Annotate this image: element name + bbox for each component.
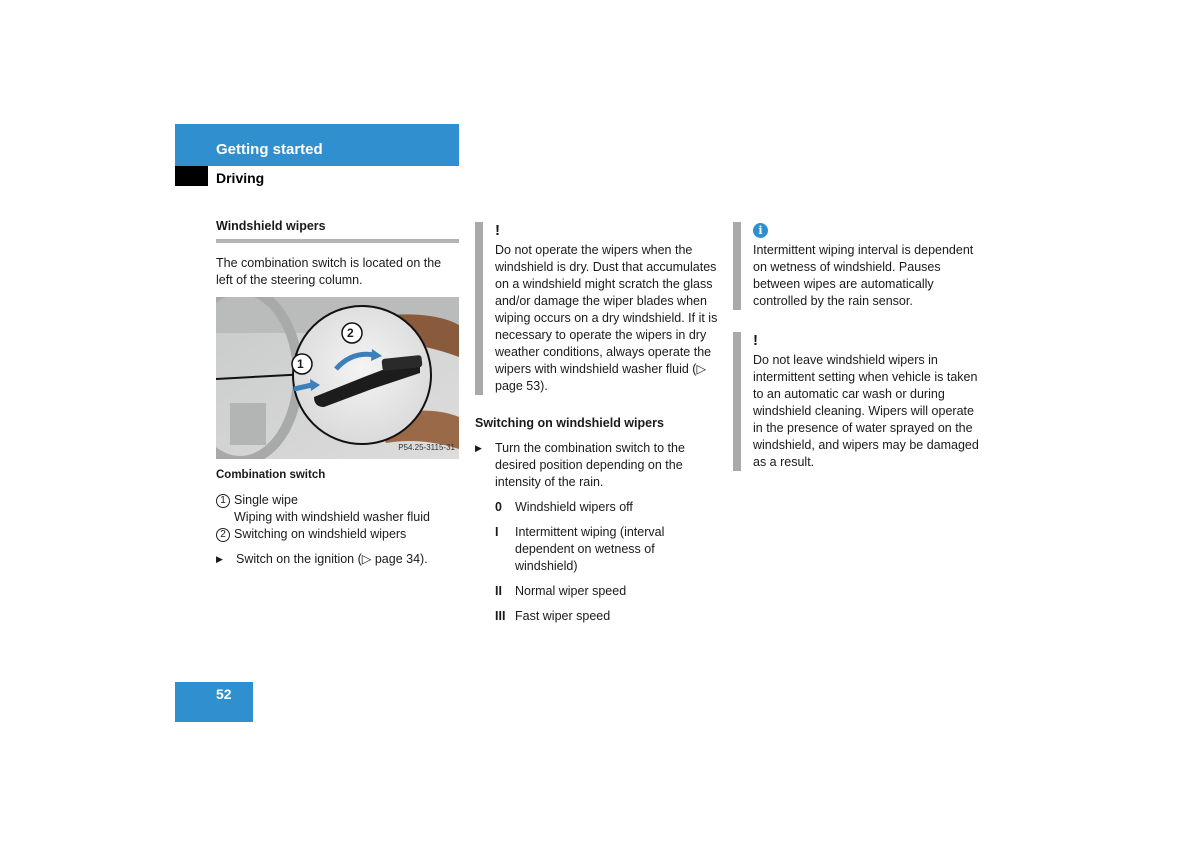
info-icon: i: [753, 223, 768, 238]
bullet-arrow-icon: ▶: [475, 443, 482, 453]
callout-2-label: 2: [347, 326, 354, 340]
list-item: [495, 583, 719, 600]
note-side-bar: [475, 222, 483, 395]
mode-symbol: II: [495, 584, 502, 598]
left-column: [216, 218, 459, 568]
list-item: [216, 526, 459, 543]
figure-caption: Combination switch: [216, 469, 326, 481]
mode-symbol: 0: [495, 500, 502, 514]
mode-text: Intermittent wiping (interval dependent on wetness of windshield): [515, 525, 665, 573]
turn-switch-bullet-text: Turn the combination switch to the desired position depending on the intensity of the rain.: [495, 441, 685, 489]
section-tab-marker: [175, 166, 208, 186]
combination-switch-figure: [216, 297, 459, 459]
warning-icon: !: [753, 332, 758, 349]
warning-icon: !: [495, 222, 500, 239]
mode-symbol: III: [495, 609, 506, 623]
list-item: [495, 499, 719, 516]
item-number-2: 2: [216, 528, 230, 542]
info-text: Intermittent wiping interval is dependent on wetness of windshield. Pauses between wipes are automatically controlled by the rain sensor.: [753, 243, 974, 308]
item-2-text: Switching on windshield wipers: [234, 527, 407, 541]
mode-text: Normal wiper speed: [515, 584, 627, 598]
item-number-1: 1: [216, 494, 230, 508]
switching-on-heading: Switching on windshield wipers: [475, 416, 664, 430]
page-number-box: [175, 682, 253, 722]
turn-switch-bullet: [475, 440, 719, 491]
middle-column: [475, 222, 719, 625]
mode-text: Windshield wipers off: [515, 500, 633, 514]
list-item: [495, 524, 719, 575]
figure-code: P54.25-3115-31: [398, 443, 455, 452]
intro-text: The combination switch is located on the left of the steering column.: [216, 256, 442, 287]
warning-text: Do not leave windshield wipers in intermittent setting when vehicle is taken to an automatic car wash or during windshield cleaning. Wipers will operate in the presence of water sprayed on the windshield, and wipers may be damaged as a result.: [753, 353, 979, 469]
list-item: [495, 608, 719, 625]
ignition-bullet-text: Switch on the ignition (▷ page 34).: [236, 552, 428, 566]
warning-note: [733, 332, 979, 471]
item-1-text: Single wipe: [234, 493, 298, 507]
chapter-title: Getting started: [216, 141, 323, 158]
list-item: [216, 492, 459, 526]
warning-text: Do not operate the wipers when the windshield is dry. Dust that accumulates on a windshield might scratch the glass and/or damage the wiper blades when wiping occurs on a dry windshield. If it is necessary to operate the wipers in dry weather conditions, always operate the wipers with windshield washer fluid (▷ page 53).: [495, 243, 718, 393]
note-side-bar: [733, 332, 741, 471]
wiper-modes-list: [475, 499, 719, 625]
mode-text: Fast wiper speed: [515, 609, 611, 623]
item-1-subtext: Wiping with windshield washer fluid: [234, 510, 430, 524]
warning-note: [475, 222, 719, 395]
right-column: [733, 222, 979, 471]
combination-switch-illustration: [216, 297, 459, 459]
heading-rule: [216, 239, 459, 243]
info-note: [733, 222, 979, 310]
mode-symbol: I: [495, 525, 499, 539]
section-title: Driving: [216, 170, 265, 186]
ignition-bullet: [216, 551, 459, 568]
note-side-bar: [733, 222, 741, 310]
page-number: 52: [216, 686, 232, 702]
bullet-arrow-icon: ▶: [216, 554, 223, 564]
wipers-heading: Windshield wipers: [216, 219, 326, 233]
callout-1-label: 1: [297, 357, 304, 371]
